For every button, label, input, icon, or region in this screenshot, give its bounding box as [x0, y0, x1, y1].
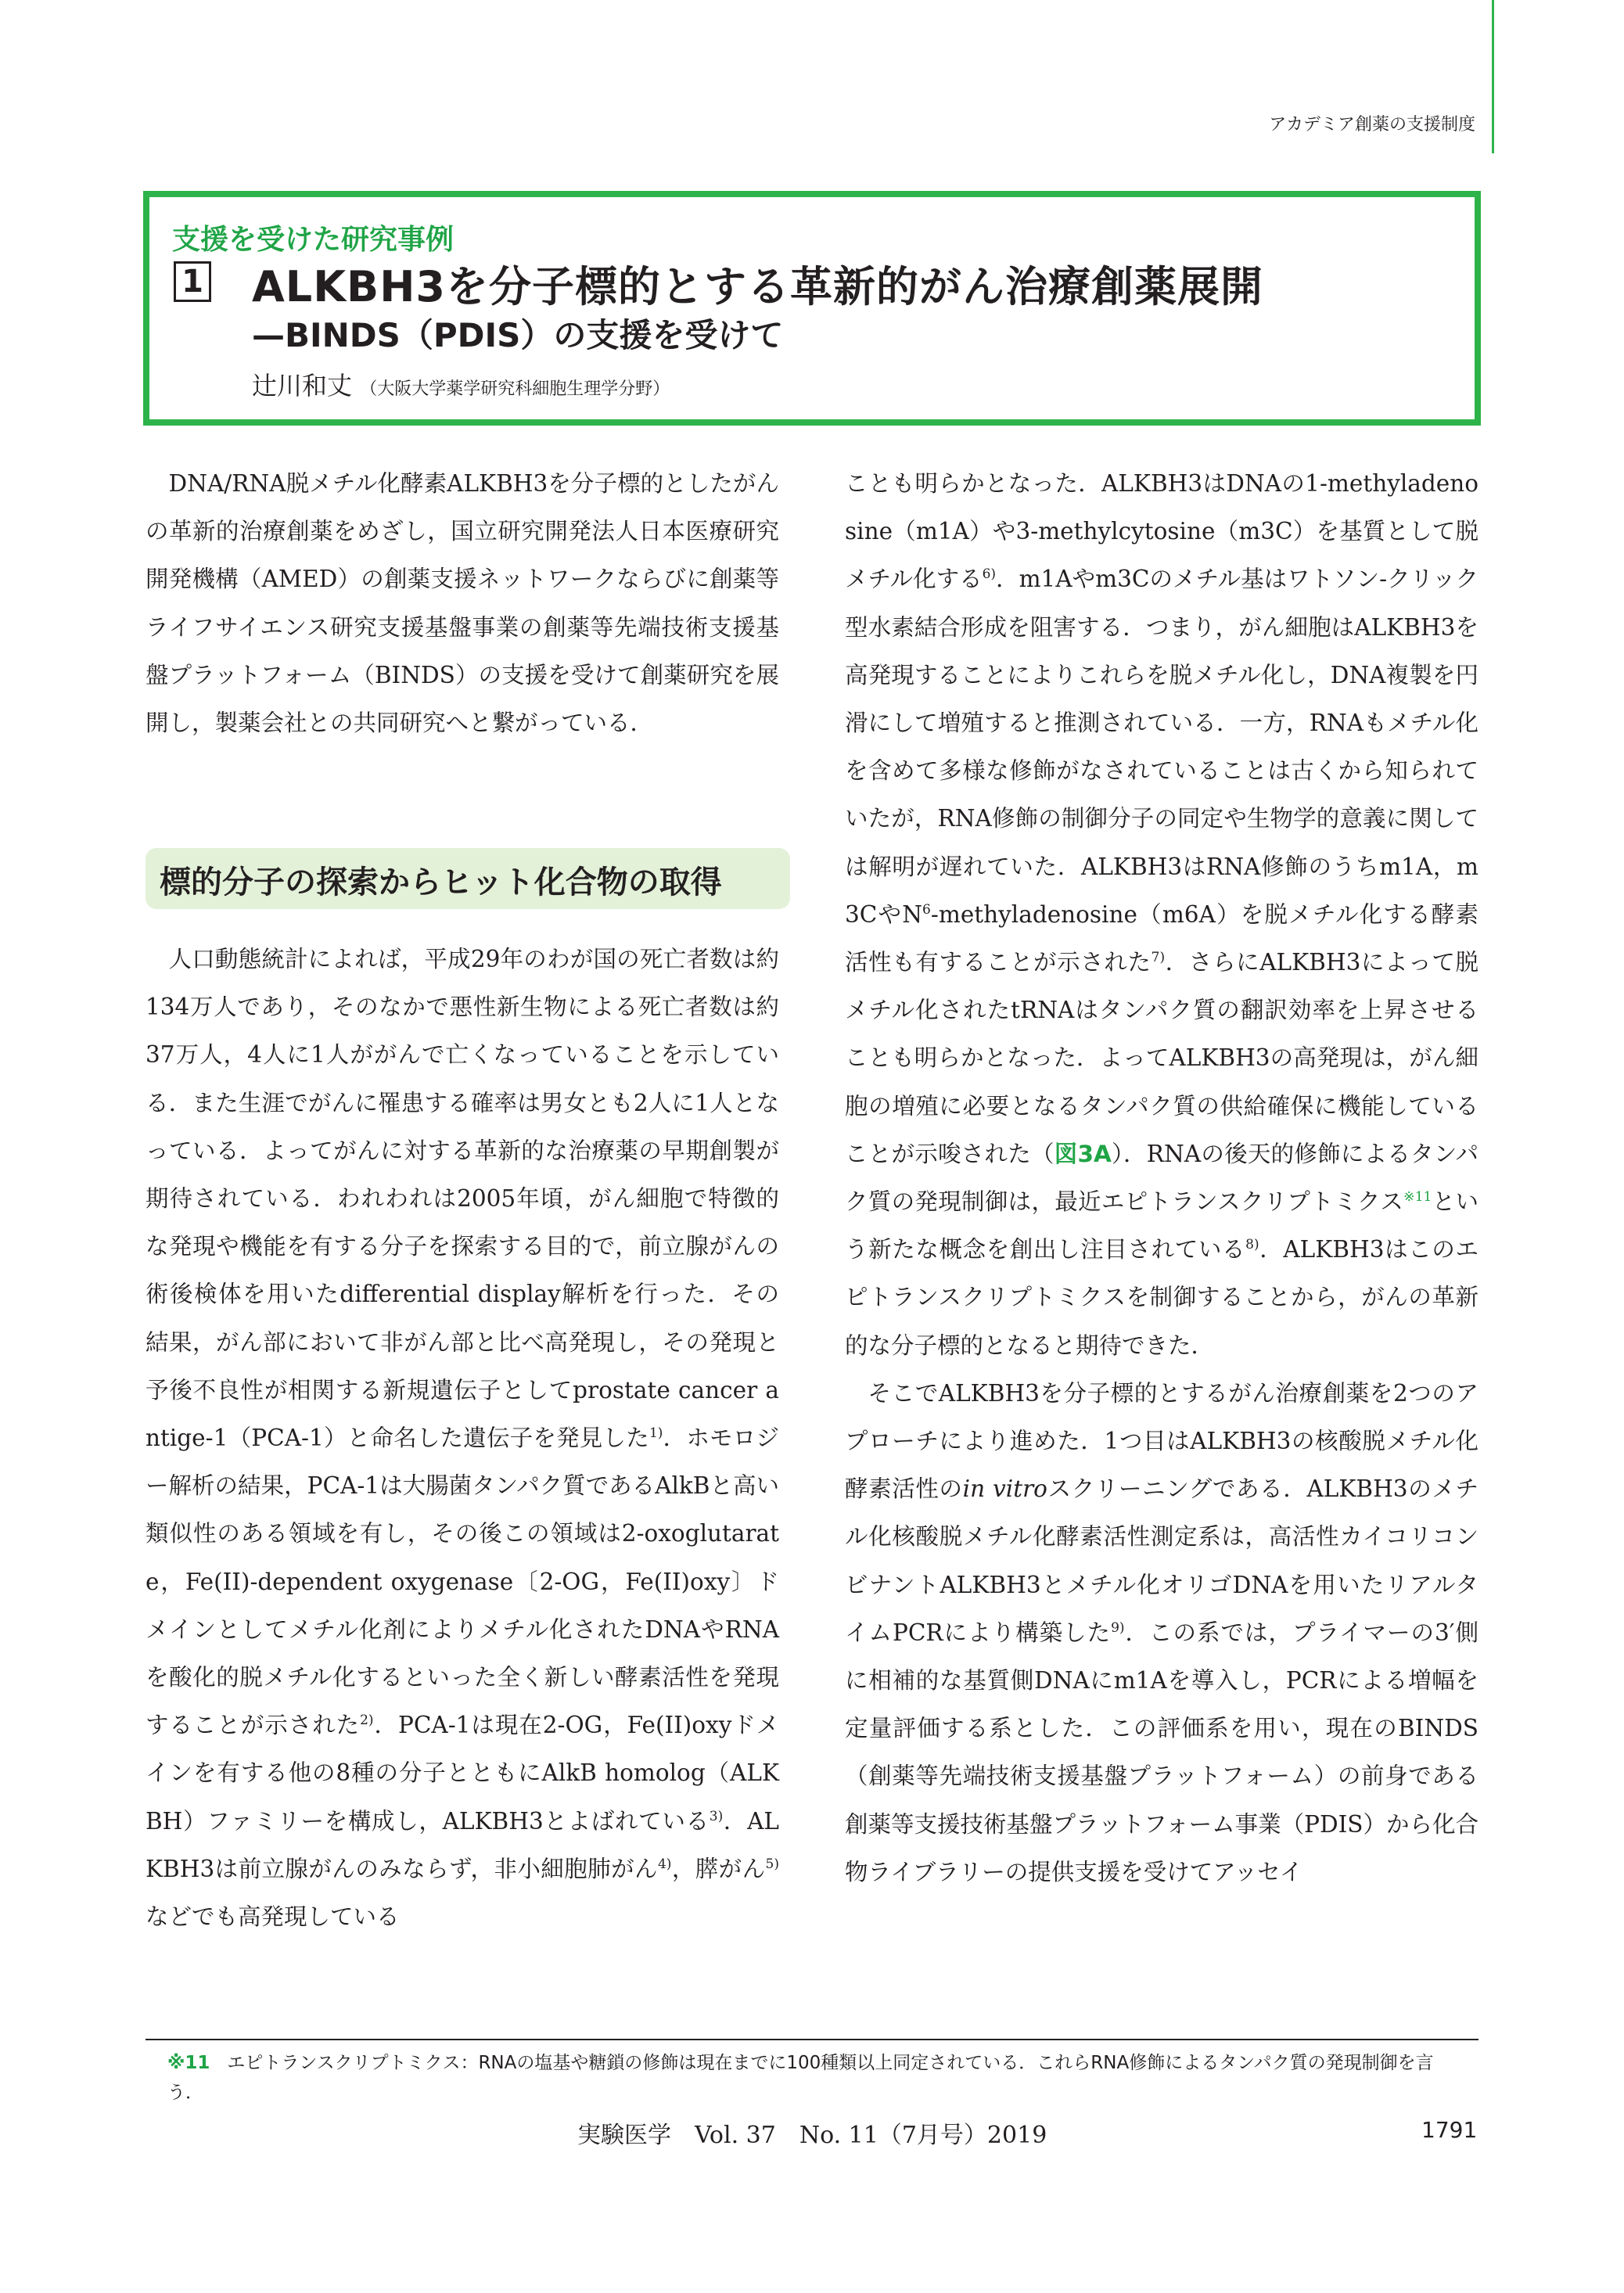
text-run: ．ALKBH3は前立腺がんのみならず，非小細胞肺がん [146, 1807, 779, 1882]
note-reference-link[interactable]: ※11 [1403, 1189, 1432, 1206]
body-paragraph-2 [845, 460, 1478, 1370]
body-paragraph-3 [845, 1370, 1478, 1896]
left-column-body [146, 936, 779, 1941]
article-subtitle: —BINDS（PDIS）の支援を受けて [252, 316, 784, 354]
citation-9: 9) [1111, 1620, 1125, 1637]
text-run: ．ALKBH3はこのエピトランスクリプトミクスを制御することから，がんの革新的な分子標的となると期待できた． [845, 1236, 1478, 1359]
text-run: ．PCA-1は現在2-OG，Fe(II)oxyドメインを有する他の8種の分子とともにAlkB homolog（ALKBH）ファミリーを構成し，ALKBH3とよばれている [146, 1712, 779, 1835]
citation-3: 3) [709, 1808, 724, 1824]
author-name: 辻川和丈 [252, 371, 353, 401]
page-number: 1791 [1421, 2117, 1478, 2143]
footnote-divider [146, 2039, 1478, 2040]
footnote-mark: ※11 [167, 2053, 210, 2073]
footnote [167, 2048, 1466, 2108]
citation-5: 5) [765, 1856, 779, 1873]
text-run: スクリーニングである．ALKBH3のメチル化核酸脱メチル化酵素活性測定系は，高活性カイコリコンビナントALKBH3とメチル化オリゴDNAを用いたリアルタイムPCRにより構築した [845, 1475, 1478, 1646]
text-run: ，膵がん [671, 1855, 766, 1882]
section-label: アカデミア創薬の支援制度 [1269, 115, 1475, 135]
left-column [146, 460, 779, 747]
article-number: 1 [174, 261, 211, 302]
citation-6: 6) [982, 566, 997, 583]
article-kicker: 支援を受けた研究事例 [172, 224, 455, 256]
text-run: そこでALKBH3を分子標的とするがん治療創薬を2つのアプローチにより進めた．1つ目はALKBH3の核酸脱メチル化酵素活性の [845, 1379, 1478, 1503]
body-paragraph-1 [146, 936, 779, 1941]
italic-term: in vitro [962, 1475, 1047, 1503]
text-run: ）．RNAの後天的修飾によるタンパク質の発現制御は，最近エピトランスクリプトミクス [845, 1140, 1478, 1216]
author-affiliation: （大阪大学薬学研究科細胞生理学分野） [360, 379, 670, 399]
right-column [845, 460, 1478, 1896]
text-run: -methyladenosine（m6A）を脱メチル化する酵素活性も有することが示された [845, 900, 1478, 976]
section-heading-text: 標的分子の探索からヒット化合物の取得 [160, 864, 722, 900]
text-run: ．m1Aやm3Cのメチル基はワトソン-クリック型水素結合形成を阻害する．つまり，がん細胞はALKBH3を高発現することによりこれらを脱メチル化し，DNA複製を円滑にして増殖すると推測されている．一方，RNAもメチル化を含めて多様な修飾がなされていることは古くから知られていたが，RNA修飾の制御分子の同定や生物学的意義に関しては解明が遅れていた．ALKBH3はRNA修飾のうちm1A，m3CやN [845, 566, 1478, 928]
citation-1: 1) [649, 1425, 663, 1442]
text-run: ことも明らかとなった．ALKBH3はDNAの1-methyladenosine（m1A）や3-methylcytosine（m3C）を基質として脱メチル化する [845, 470, 1478, 593]
citation-7: 7) [1151, 950, 1166, 966]
footnote-text: エピトランスクリプトミクス：RNAの塩基や糖鎖の修飾は現在までに100種類以上同定されている．これらRNA修飾によるタンパク質の発現制御を言う． [167, 2053, 1434, 2103]
text-run: 人口動態統計によれば，平成29年のわが国の死亡者数は約134万人であり，そのなかで悪性新生物による死亡者数は約37万人，4人に1人ががんで亡くなっていることを示している．また生涯でがんに罹患する確率は男女とも2人に1人となっている．よってがんに対する革新的な治療薬の早期創製が期待されている．われわれは2005年頃，がん細胞で特徴的な発現や機能を有する分子を探索する目的で，前立腺がんの術後検体を用いたdifferential display解析を行った．その結果，がん部において非がん部と比べ高発現し，その発現と予後不良性が相関する新規遺伝子としてprostate cancer antige-1（PCA-1）と命名した遺伝子を発見した [146, 946, 779, 1452]
header-vertical-rule [1492, 0, 1494, 153]
text-run: などでも高発現している [146, 1903, 400, 1931]
superscript-n6: 6 [922, 902, 931, 918]
text-run: ．さらにALKBH3によって脱メチル化されたtRNAはタンパク質の翻訳効率を上昇させることも明らかとなった．よってALKBH3の高発現は，がん細胞の増殖に必要となるタンパク質の供給確保に機能していることが示唆された（ [845, 949, 1478, 1167]
text-run: という新たな概念を創出し注目されている [845, 1188, 1478, 1263]
article-title: ALKBH3を分子標的とする革新的がん治療創薬展開 [252, 262, 1263, 311]
citation-8: 8) [1245, 1237, 1259, 1253]
citation-4: 4) [657, 1856, 672, 1873]
text-run: ．ホモロジー解析の結果，PCA-1は大腸菌タンパク質であるAlkBと高い類似性のある領域を有し，その後この領域は2-oxoglutarate，Fe(II)-dependent oxygenase〔2-OG，Fe(II)oxy〕ドメインとしてメチル化剤によりメチル化されたDNAやRNAを酸化的脱メチル化するといった全く新しい酵素活性を発現することが示された [146, 1425, 779, 1739]
intro-paragraph: DNA/RNA脱メチル化酵素ALKBH3を分子標的としたがんの革新的治療創薬をめざし，国立研究開発法人日本医療研究開発機構（AMED）の創薬支援ネットワークならびに創薬等ライフサイエンス研究支援基盤事業の創薬等先端技術支援基盤プラットフォーム（BINDS）の支援を受けて創薬研究を展開し，製薬会社との共同研究へと繋がっている． [146, 470, 779, 737]
text-run: ．この系では，プライマーの3′側に相補的な基質側DNAにm1Aを導入し，PCRによる増幅を定量評価する系とした．この評価系を用い，現在のBINDS（創薬等先端技術支援基盤プラットフォーム）の前身である創薬等支援技術基盤プラットフォーム事業（PDIS）から化合物ライブラリーの提供支援を受けてアッセイ [845, 1619, 1478, 1885]
section-heading [146, 848, 790, 909]
journal-citation: 実験医学 Vol. 37 No. 11（7月号）2019 [577, 2122, 1047, 2149]
author-line [252, 366, 670, 402]
figure-reference-link[interactable]: 図3A [1054, 1140, 1112, 1167]
citation-2: 2) [360, 1713, 374, 1729]
